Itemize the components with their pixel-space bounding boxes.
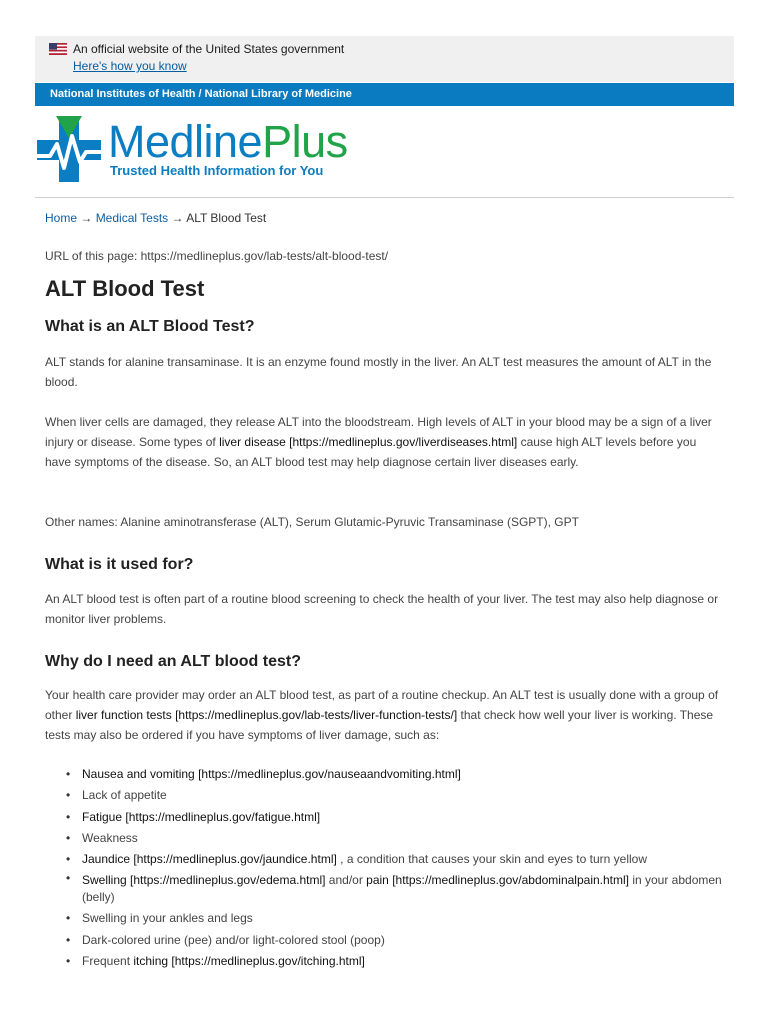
symptom-list	[66, 764, 726, 972]
heres-how-you-know-link[interactable]: Here's how you know	[73, 59, 187, 73]
liver-disease-link[interactable]: liver disease [https://medlineplus.gov/liverdiseases.html]	[219, 435, 518, 449]
list-item-text: Frequent	[82, 954, 134, 969]
logo-tagline: Trusted Health Information for You	[110, 163, 324, 178]
list-item: • Dark-colored urine (pee) and/or light-colored stool (poop)	[66, 930, 726, 951]
list-item: • Weakness	[66, 828, 726, 849]
nausea-vomiting-link[interactable]: Nausea and vomiting [https://medlineplus.gov/nauseaandvomiting.html]	[82, 767, 461, 781]
breadcrumb-medical-tests[interactable]: Medical Tests	[95, 211, 169, 225]
nih-bar-text[interactable]: National Institutes of Health / National Library of Medicine	[50, 88, 352, 100]
logo-wordmark-medline: Medline	[108, 116, 263, 167]
swelling-link[interactable]: Swelling [https://medlineplus.gov/edema.html]	[82, 873, 326, 888]
header-divider	[35, 197, 734, 198]
list-item-text: , a condition that causes your skin and eyes to turn yellow	[336, 852, 647, 867]
list-item	[66, 807, 726, 828]
page-url: URL of this page: https://medlineplus.gov/lab-tests/alt-blood-test/	[45, 249, 389, 263]
liver-function-tests-link[interactable]: liver function tests [https://medlineplus.gov/lab-tests/liver-function-tests/]	[75, 708, 458, 722]
medlineplus-logo-icon	[36, 116, 102, 184]
list-item	[66, 849, 726, 870]
breadcrumb	[45, 211, 266, 225]
paragraph-why-need	[45, 685, 725, 745]
paragraph-alt-definition: ALT stands for alanine transaminase. It is an enzyme found mostly in the liver. An ALT test measures the amount of ALT in the blood.	[45, 355, 712, 389]
list-item: • Lack of appetite	[66, 785, 726, 806]
section-heading-what-is: What is an ALT Blood Test?	[45, 318, 255, 335]
pain-link[interactable]: pain [https://medlineplus.gov/abdominalpain.html]	[366, 873, 629, 888]
list-item	[66, 764, 726, 785]
list-item-text: in your abdomen (belly)	[82, 873, 722, 905]
jaundice-link[interactable]: Jaundice [https://medlineplus.gov/jaundice.html]	[82, 852, 337, 867]
gov-banner-text: An official website of the United States government	[73, 42, 345, 56]
breadcrumb-home[interactable]: Home	[45, 211, 78, 225]
fatigue-link[interactable]: Fatigue [https://medlineplus.gov/fatigue.html]	[82, 809, 321, 824]
gov-banner	[35, 36, 734, 82]
list-item	[66, 870, 726, 908]
paragraph-text: When liver cells are damaged, they release ALT into the bloodstream. High levels of ALT in your blood may be a sign of a liver injury or disease. Some types of	[45, 415, 712, 449]
logo-wordmark-plus: Plus	[262, 116, 348, 167]
paragraph-text: cause high ALT levels before you have symptoms of the disease. So, an ALT blood test may help diagnose certain liver diseases early.	[45, 435, 697, 469]
list-item	[66, 951, 726, 972]
medlineplus-logo[interactable]	[36, 114, 356, 188]
list-item: • Swelling in your ankles and legs	[66, 908, 726, 929]
section-heading-why-need: Why do I need an ALT blood test?	[45, 653, 301, 670]
breadcrumb-separator: →	[168, 211, 187, 225]
paragraph-text: Your health care provider may order an ALT blood test, as part of a routine checkup. An ALT test is usually done with a group of other	[45, 688, 719, 722]
logo-wordmark	[108, 116, 348, 167]
paragraph-text: that check how well your liver is working. These tests may also be ordered if you have symptoms of liver damage, such as:	[45, 708, 714, 742]
page-title: ALT Blood Test	[45, 276, 205, 301]
nih-bar	[35, 83, 734, 106]
us-flag-icon	[49, 43, 67, 55]
breadcrumb-current: ALT Blood Test	[186, 211, 267, 225]
list-item-text: and/or	[325, 873, 367, 888]
itching-link[interactable]: itching [https://medlineplus.gov/itching.html]	[133, 954, 365, 969]
paragraph-other-names: Other names: Alanine aminotransferase (ALT), Serum Glutamic-Pyruvic Transaminase (SGPT), GPT	[45, 515, 579, 529]
section-heading-used-for: What is it used for?	[45, 556, 194, 573]
breadcrumb-separator: →	[77, 211, 96, 225]
paragraph-used-for: An ALT blood test is often part of a routine blood screening to check the health of your liver. The test may also help diagnose or monitor liver problems.	[45, 592, 719, 626]
paragraph-liver-damage	[45, 412, 725, 472]
